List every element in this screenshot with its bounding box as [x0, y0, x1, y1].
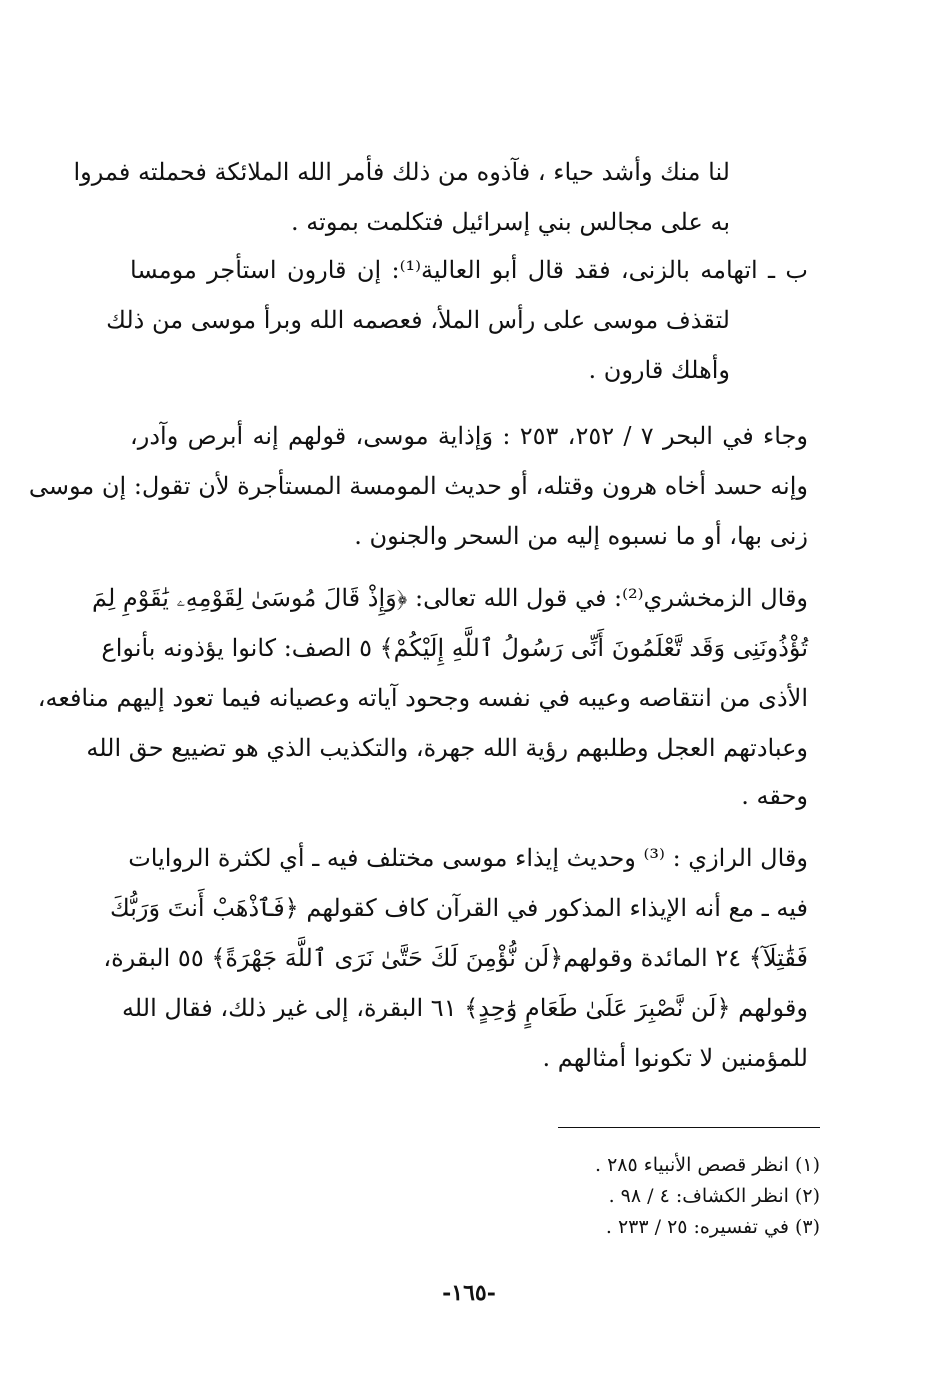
body-line: وعبادتهم العجل وطلبهم رؤية الله جهرة، والتكذيب الذي هو تضييع حق الله — [86, 734, 808, 762]
body-line: وقال الرازي : ⁽³⁾ وحديث إيذاء موسى مختلف فيه ـ أي لكثرة الروايات — [128, 844, 808, 872]
footnote: (٢) انظر الكشاف: ٤ / ٩٨ . — [608, 1185, 820, 1207]
footnote: (٣) في تفسيره: ٢٥ / ٢٣٣ . — [605, 1216, 820, 1238]
body-line: به على مجالس بني إسرائيل فتكلمت بموته . — [291, 208, 730, 236]
body-line: فَقَٰتِلَآ﴾ ٢٤ المائدة وقولهم﴿لَن نُّؤْمِنَ لَكَ حَتَّىٰ نَرَى ٱللَّهَ جَهْرَةً﴾ ٥٥ البقرة، — [103, 944, 808, 972]
body-line: ب ـ اتهامه بالزنى، فقد قال أبو العالية⁽¹⁾: إن قارون استأجر مومسا — [130, 256, 808, 284]
body-line: لتقذف موسى على رأس الملأ، فعصمه الله وبرأ موسى من ذلك — [106, 306, 730, 334]
page-number: -١٦٥- — [442, 1280, 496, 1306]
body-line: للمؤمنين لا تكونوا أمثالهم . — [542, 1044, 808, 1072]
body-line: وقال الزمخشري⁽²⁾: في قول الله تعالى: ﴿وَإِذْ قَالَ مُوسَىٰ لِقَوْمِهِۦ يَٰقَوْمِ لِمَ — [91, 584, 808, 612]
body-line: فيه ـ مع أنه الإيذاء المذكور في القرآن كاف كقولهم ﴿فَٱذْهَبْ أَنتَ وَرَبُّكَ — [109, 894, 808, 922]
body-line: وأهلك قارون . — [588, 356, 730, 384]
body-line: وحقه . — [741, 782, 808, 810]
body-line: الأذى من انتقاصه وعيبه في نفسه وجحود آياته وعصيانه فيما تعود إليهم منافعه، — [37, 684, 808, 712]
footnote: (١) انظر قصص الأنبياء ٢٨٥ . — [595, 1154, 820, 1176]
body-line: وإنه حسد أخاه هرون وقتله، أو حديث المومسة المستأجرة لأن تقول: إن موسى — [28, 472, 808, 500]
body-line: وجاء في البحر ٧ / ٢٥٢، ٢٥٣ : وَإذاية موسى، قولهم إنه أبرص وآدر، — [130, 422, 809, 450]
body-line: لنا منك وأشد حياء ، فآذوه من ذلك فأمر الله الملائكة فحملته فمروا — [73, 158, 730, 186]
body-line: وقولهم ﴿لَن نَّصْبِرَ عَلَىٰ طَعَامٍ وَٰحِدٍ﴾ ٦١ البقرة، إلى غير ذلك، فقال الله — [121, 994, 808, 1022]
body-line: تُؤْذُونَنِى وَقَد تَّعْلَمُونَ أَنِّى رَسُولُ ٱللَّهِ إِلَيْكُمْ﴾ ٥ الصف: كانوا يؤذونه بأنواع — [101, 634, 808, 662]
footnote-separator — [558, 1127, 820, 1128]
body-line: زنى بها، أو ما نسبوه إليه من السحر والجنون . — [354, 522, 808, 550]
